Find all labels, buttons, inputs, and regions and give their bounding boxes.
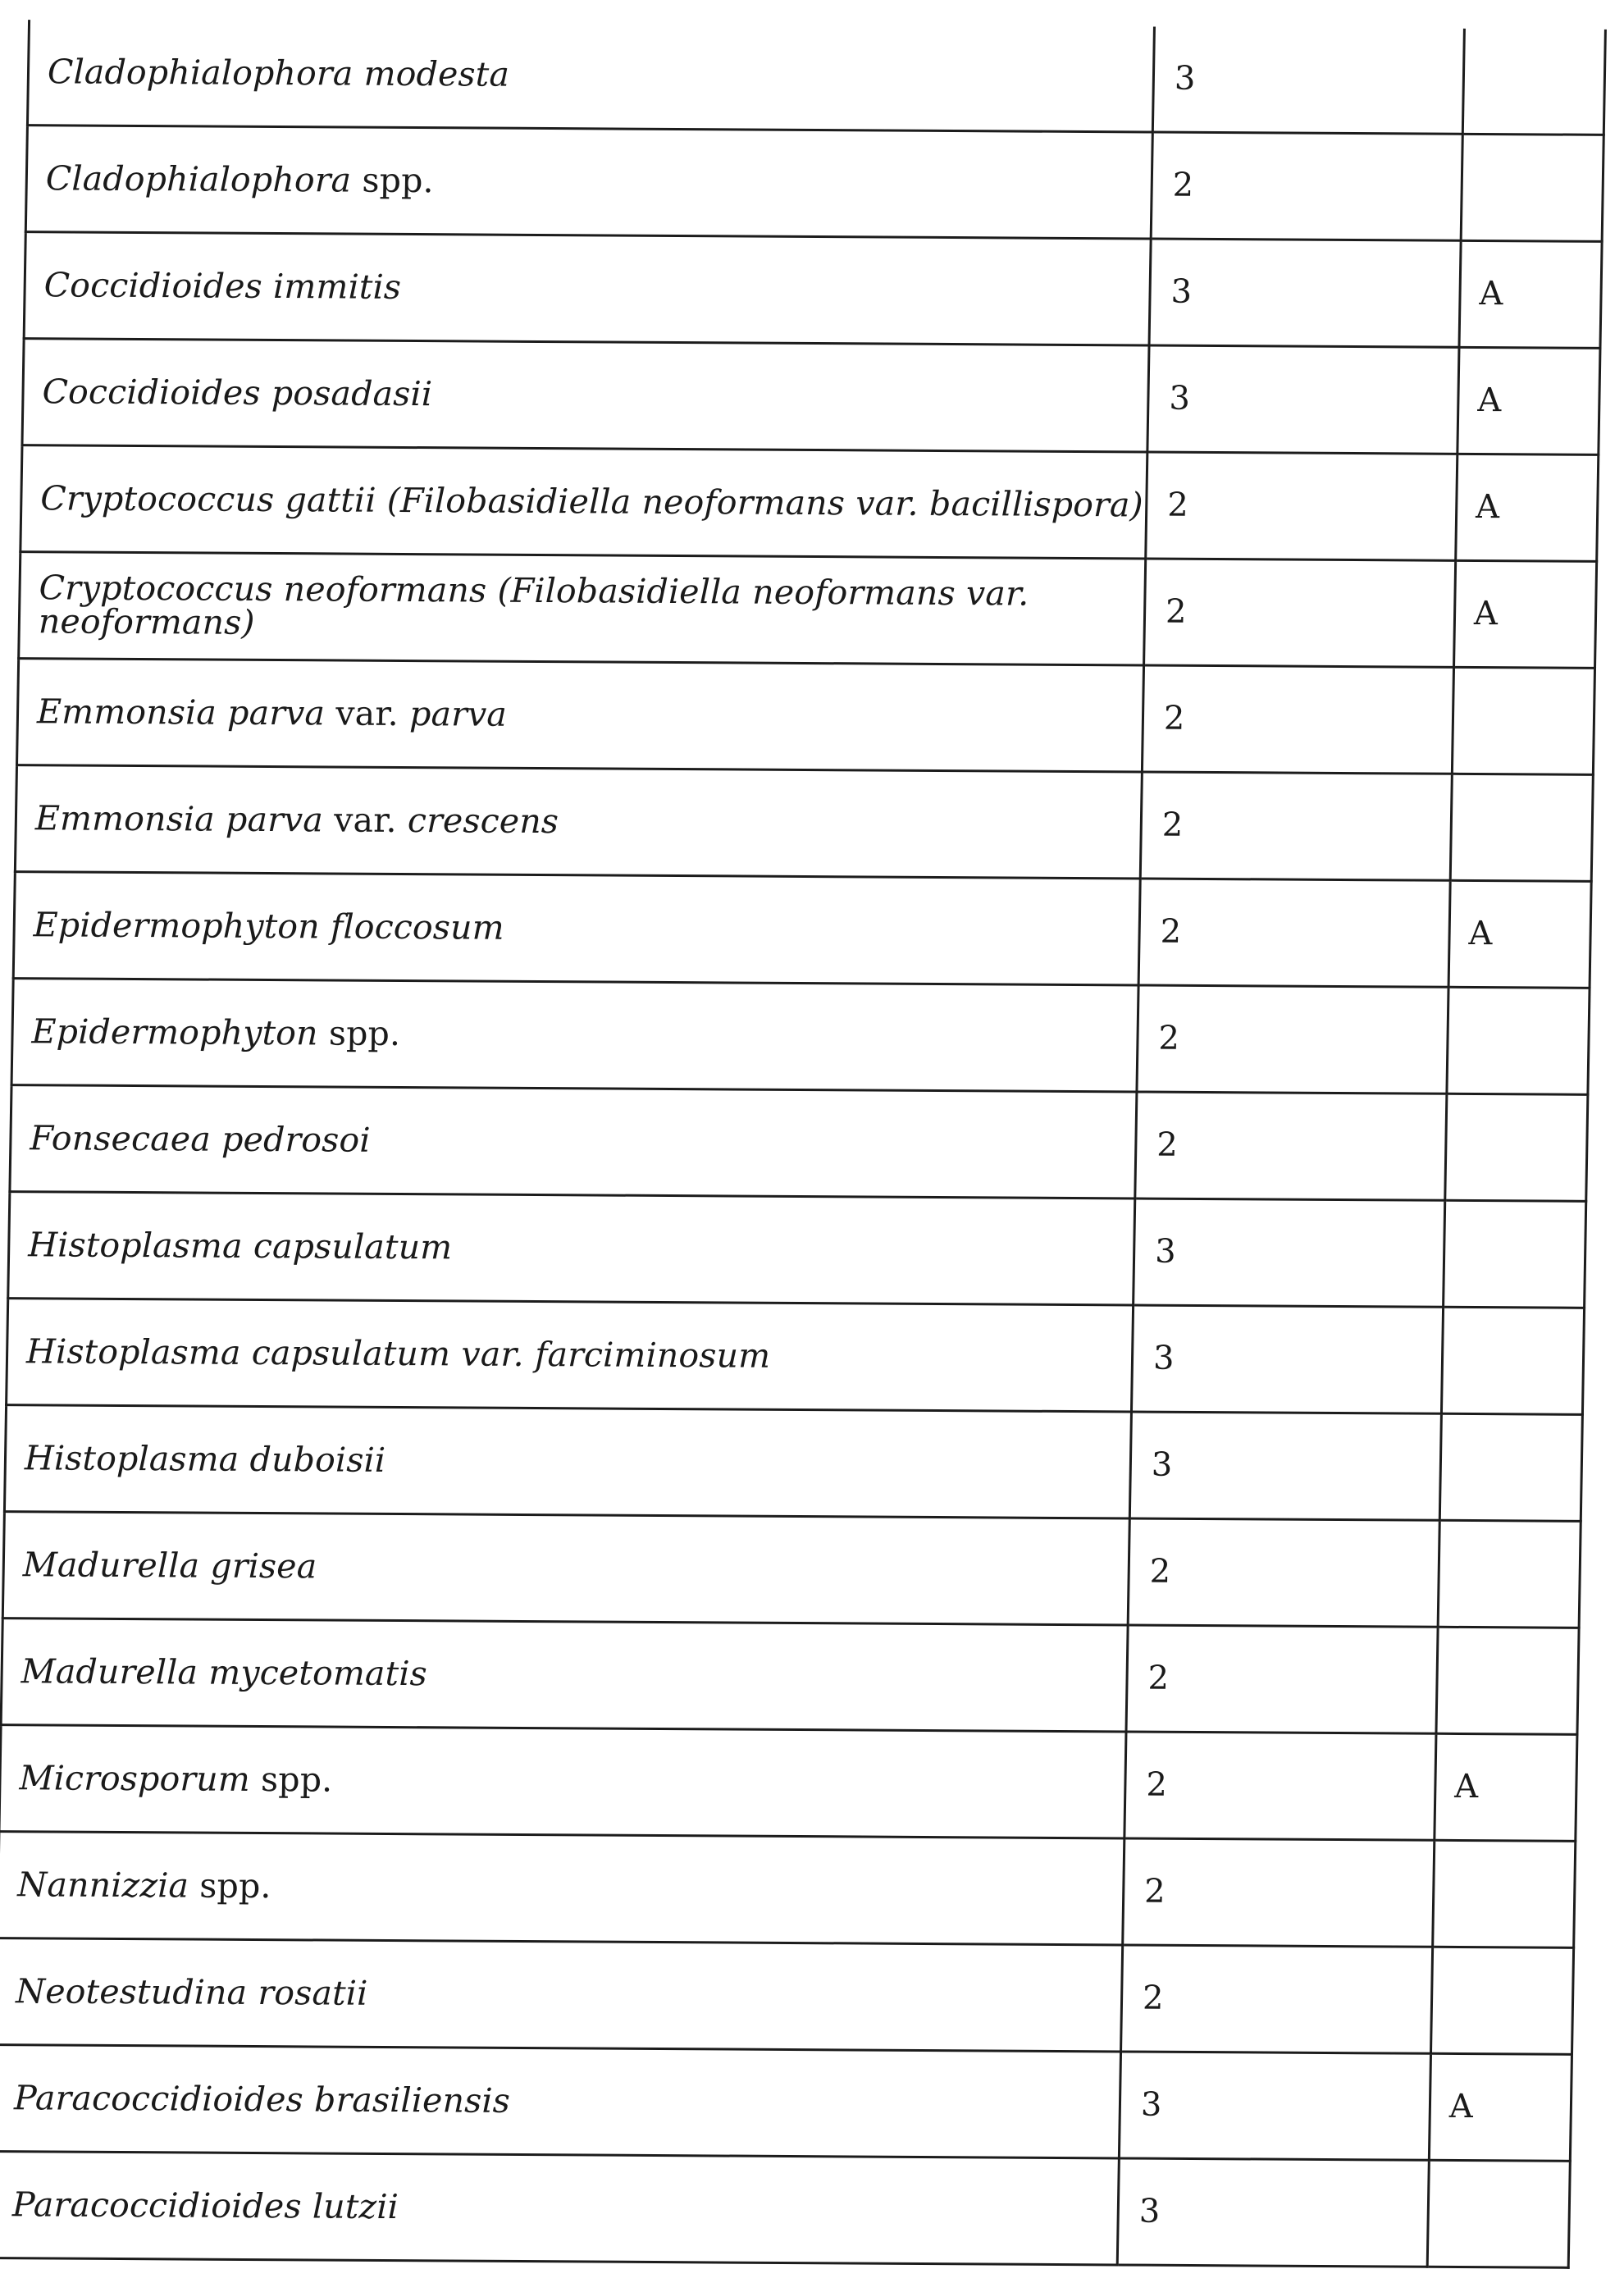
organism-name-text: var. <box>322 800 408 841</box>
organism-name-text: Histoplasma capsulatum <box>27 1225 453 1267</box>
risk-group-cell: 2 <box>1142 665 1453 774</box>
organism-name-cell <box>4 1405 1131 1518</box>
table-row <box>0 2045 1572 2162</box>
organism-name-text: Paracoccidioides lutzii <box>11 2185 399 2227</box>
note-cell <box>1431 1947 1574 2054</box>
table-row <box>11 979 1590 1095</box>
note-cell: A <box>1457 347 1600 454</box>
organism-name-text: Coccidioides posadasii <box>42 372 433 414</box>
organism-name-cell <box>25 126 1152 239</box>
risk-group-cell: 2 <box>1123 1838 1435 1947</box>
risk-group-cell: 2 <box>1128 1518 1439 1627</box>
organism-name-cell <box>0 1938 1123 2052</box>
organism-name-text: parva <box>408 694 508 734</box>
risk-group-cell: 3 <box>1149 239 1461 347</box>
organism-name-text: Madurella grisea <box>22 1545 317 1587</box>
organism-name-cell <box>22 339 1149 452</box>
organism-name-text: Cryptococcus neoformans (Filobasidiella neoformans var. neoformans) <box>38 568 1029 643</box>
note-cell <box>1462 29 1605 135</box>
organism-name-text: Fonsecaea pedrosoi <box>30 1118 372 1160</box>
note-cell <box>1441 1307 1584 1414</box>
table-row <box>21 445 1599 562</box>
note-cell <box>1436 1627 1579 1734</box>
organism-name-text: Cladophialophora <box>45 158 352 200</box>
organism-name-text: crescens <box>407 801 559 842</box>
organism-name-cell <box>0 2045 1121 2158</box>
table-row <box>0 1832 1576 1948</box>
risk-group-cell: 3 <box>1134 1199 1445 1307</box>
note-cell <box>1427 2160 1570 2267</box>
note-cell <box>1447 987 1590 1094</box>
risk-group-cell: 2 <box>1137 985 1448 1093</box>
organism-name-cell <box>0 1832 1124 1945</box>
organism-name-cell <box>13 872 1140 985</box>
organism-name-cell <box>27 20 1154 132</box>
note-cell <box>1445 1093 1588 1201</box>
risk-group-cell: 2 <box>1135 1092 1447 1200</box>
organism-name-text: spp. <box>350 160 435 201</box>
note-cell <box>1433 1840 1576 1947</box>
table-row <box>24 232 1602 349</box>
organism-name-cell <box>21 445 1147 559</box>
note-cell <box>1438 1520 1581 1628</box>
risk-group-cell: 3 <box>1147 345 1459 454</box>
table-row <box>7 1299 1585 1415</box>
organism-name-text: Cryptococcus gattii (Filobasidiella neoformans var. bacillispora) <box>40 478 1144 525</box>
risk-group-cell: 2 <box>1138 879 1450 987</box>
note-cell <box>1444 1200 1586 1308</box>
note-cell: A <box>1435 1733 1577 1841</box>
table-row <box>0 1725 1577 1842</box>
table-row <box>8 1192 1586 1308</box>
table-row <box>4 1405 1582 1522</box>
organism-name-cell <box>1 1619 1128 1732</box>
note-cell <box>1450 774 1593 881</box>
table-row <box>0 2152 1570 2268</box>
risk-group-cell: 2 <box>1146 452 1457 560</box>
organism-name-text: Microsporum <box>19 1758 251 1799</box>
risk-group-cell: 3 <box>1119 2052 1430 2160</box>
table-row <box>13 872 1591 988</box>
table-row <box>2 1512 1581 1628</box>
organism-name-cell <box>24 232 1151 345</box>
organism-name-cell <box>15 765 1142 879</box>
organism-name-text: Paracoccidioides brasiliensis <box>13 2078 511 2121</box>
note-cell <box>1439 1413 1582 1521</box>
organism-name-cell <box>19 552 1146 665</box>
table-row <box>27 20 1605 135</box>
organism-name-cell <box>10 1085 1137 1199</box>
organism-name-text: Coccidioides immitis <box>43 265 402 307</box>
table-row <box>10 1085 1588 1202</box>
organism-name-text: Emmonsia parva <box>34 798 324 840</box>
table-row <box>1 1619 1579 1735</box>
note-cell <box>1461 134 1603 241</box>
organism-name-cell <box>2 1512 1129 1625</box>
risk-group-cell: 2 <box>1124 1732 1436 1840</box>
table-row <box>25 126 1603 242</box>
organism-name-text: Cladophialophora modesta <box>47 52 510 94</box>
risk-group-cell: 3 <box>1117 2158 1429 2267</box>
table-row <box>22 339 1600 455</box>
organism-name-cell <box>17 659 1144 772</box>
organism-name-text: var. <box>324 693 410 734</box>
organism-classification-table <box>0 20 1607 2269</box>
risk-group-cell: 2 <box>1121 1945 1433 2053</box>
note-cell: A <box>1429 2053 1572 2161</box>
organism-name-text: Histoplasma capsulatum var. farciminosum <box>25 1331 771 1376</box>
organism-name-cell <box>7 1299 1134 1412</box>
organism-name-cell <box>0 2152 1119 2265</box>
risk-group-cell: 2 <box>1140 772 1452 880</box>
risk-group-cell: 3 <box>1129 1412 1441 1520</box>
risk-group-cell: 3 <box>1152 27 1464 135</box>
organism-name-cell <box>0 1725 1126 1838</box>
table-row <box>17 659 1595 775</box>
organism-name-text: spp. <box>249 1759 333 1800</box>
note-cell: A <box>1454 560 1597 668</box>
organism-name-text: Epidermophyton <box>31 1011 319 1053</box>
organism-name-text: Epidermophyton floccosum <box>33 905 505 947</box>
table-row <box>0 1938 1574 2055</box>
organism-name-text: Histoplasma duboisii <box>24 1438 386 1480</box>
organism-name-text: Nannizzia <box>16 1865 189 1906</box>
risk-group-cell: 2 <box>1151 132 1462 240</box>
risk-group-cell: 3 <box>1131 1305 1443 1413</box>
organism-name-text: Emmonsia parva <box>36 692 326 733</box>
risk-group-cell: 2 <box>1144 559 1456 667</box>
table-row <box>15 765 1593 882</box>
risk-group-cell: 2 <box>1126 1625 1438 1733</box>
note-cell: A <box>1459 240 1602 348</box>
table-body <box>0 20 1605 2267</box>
organism-name-text: Madurella mycetomatis <box>21 1651 428 1694</box>
organism-name-cell <box>8 1192 1135 1305</box>
organism-name-cell <box>11 979 1138 1092</box>
note-cell: A <box>1456 454 1599 561</box>
organism-name-text: spp. <box>188 1865 272 1906</box>
organism-name-text: spp. <box>317 1013 401 1053</box>
table-row <box>19 552 1597 669</box>
note-cell: A <box>1448 880 1591 988</box>
note-cell <box>1452 667 1594 774</box>
organism-name-text: Neotestudina rosatii <box>15 1971 368 2013</box>
